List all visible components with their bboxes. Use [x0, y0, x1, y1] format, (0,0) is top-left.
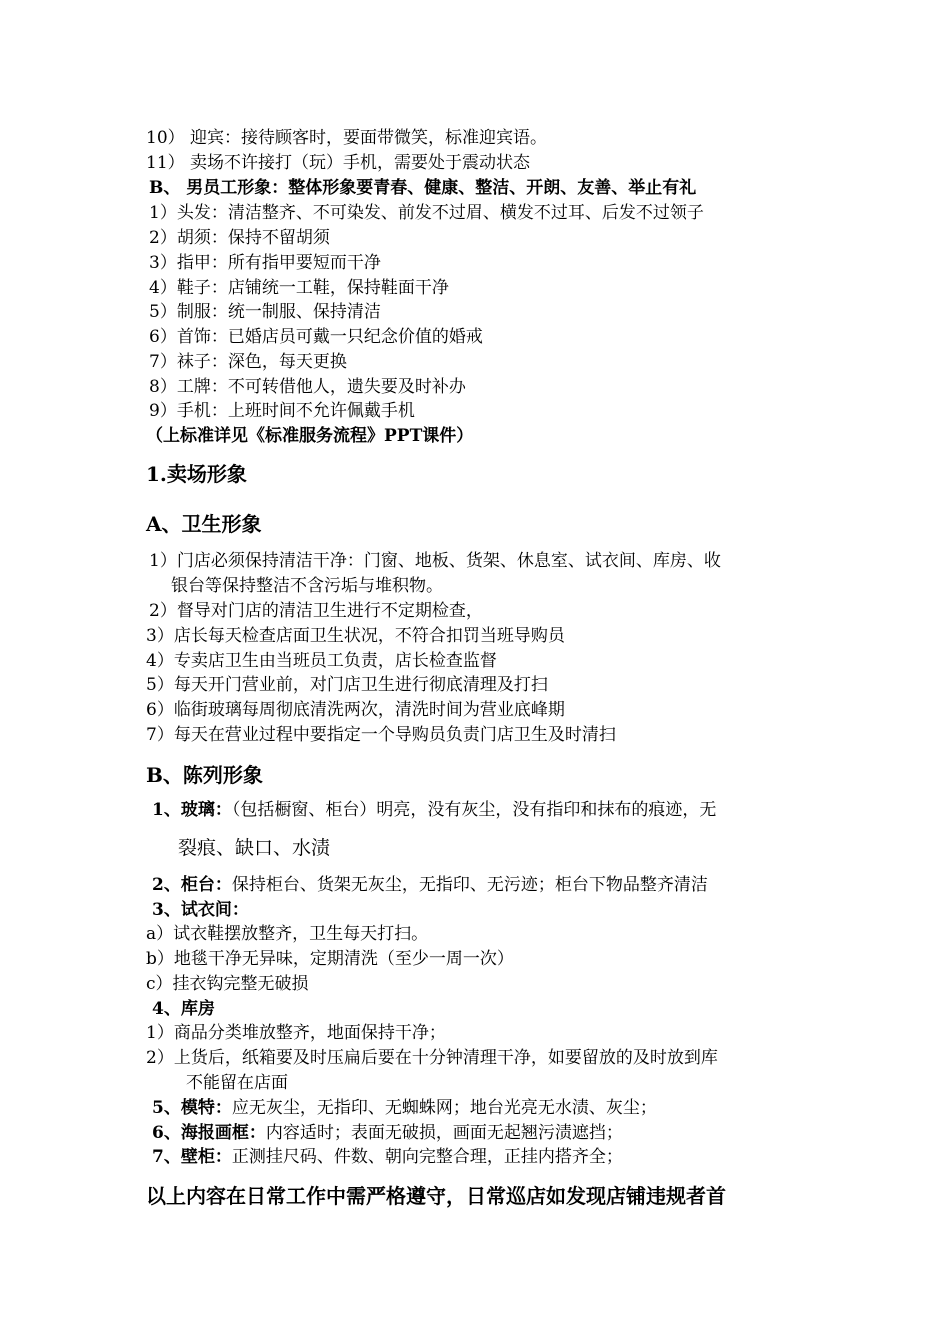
subsection-title: A、卫生形象	[146, 512, 262, 536]
section-title: 1.卖场形象	[146, 462, 247, 486]
subsection-title: B、陈列形象	[146, 763, 263, 787]
item-text: （包括橱窗、柜台）明亮，没有灰尘，没有指印和抹布的痕迹，无	[231, 800, 717, 820]
text-line: 11） 卖场不许接打（玩）手机，需要处于震动状态	[146, 153, 531, 173]
item-label: 1、玻璃：	[152, 800, 232, 820]
item-label: 6、海报画框：	[152, 1123, 266, 1143]
item-label: 5、模特：	[152, 1098, 232, 1118]
list-item: 4）鞋子：店铺统一工鞋，保持鞋面干净	[149, 278, 449, 298]
list-item: b）地毯干净无异味，定期清洗（至少一周一次）	[146, 949, 514, 969]
list-item	[152, 1146, 623, 1168]
item-label: 4、库房	[152, 999, 215, 1019]
list-item-continuation: 裂痕、缺口、水渍	[178, 837, 331, 859]
list-item: 8）工牌：不可转借他人，遗失要及时补办	[149, 377, 466, 397]
list-item: 2）胡须：保持不留胡须	[149, 228, 330, 248]
closing-statement: 以上内容在日常工作中需严格遵守，日常巡店如发现店铺违规者首	[146, 1184, 726, 1208]
note-text: （上标准详见《标准服务流程》PPT课件）	[146, 426, 474, 446]
text-line: 10） 迎宾：接待顾客时，要面带微笑，标准迎宾语。	[146, 128, 548, 148]
list-item: 7）每天在营业过程中要指定一个导购员负责门店卫生及时清扫	[146, 725, 616, 745]
list-item: a）试衣鞋摆放整齐，卫生每天打扫。	[146, 924, 429, 944]
list-item: 9）手机：上班时间不允许佩戴手机	[149, 401, 415, 421]
list-item: 6）临街玻璃每周彻底清洗两次，清洗时间为营业底峰期	[146, 700, 565, 720]
list-item: 3）指甲：所有指甲要短而干净	[149, 253, 381, 273]
list-item	[152, 1122, 623, 1144]
list-item	[152, 799, 716, 821]
list-item: 6）首饰：已婚店员可戴一只纪念价值的婚戒	[149, 327, 483, 347]
list-item: 2）上货后，纸箱要及时压扁后要在十分钟清理干净，如要留放的及时放到库	[146, 1048, 718, 1068]
list-item	[152, 874, 708, 896]
item-text: 内容适时；表面无破损，画面无起翘污渍遮挡；	[265, 1123, 623, 1143]
list-item: 1）头发：清洁整齐、不可染发、前发不过眉、横发不过耳、后发不过领子	[149, 203, 704, 223]
section-heading: B、 男员工形象：整体形象要青春、健康、整洁、开朗、友善、举止有礼	[149, 178, 697, 198]
list-item: 4）专卖店卫生由当班员工负责，店长检查监督	[146, 651, 497, 671]
item-text: 应无灰尘，无指印、无蜘蛛网；地台光亮无水渍、灰尘；	[231, 1098, 657, 1118]
list-item: 3）店长每天检查店面卫生状况，不符合扣罚当班导购员	[146, 626, 565, 646]
list-item: 5）每天开门营业前，对门店卫生进行彻底清理及打扫	[146, 675, 548, 695]
list-item	[152, 1097, 657, 1119]
list-item: 2）督导对门店的清洁卫生进行不定期检查，	[149, 601, 483, 621]
list-item: c）挂衣钩完整无破损	[146, 974, 309, 994]
item-label: 2、柜台：	[152, 875, 232, 895]
item-label: 3、试衣间：	[152, 900, 249, 920]
list-item: 7）袜子：深色，每天更换	[149, 352, 347, 372]
item-text: 保持柜台、货架无灰尘，无指印、无污迹；柜台下物品整齐清洁	[231, 875, 708, 895]
item-text: 正测挂尺码、件数、朝向完整合理，正挂内搭齐全；	[231, 1147, 623, 1167]
list-item: 5）制服：统一制服、保持清洁	[149, 302, 381, 322]
item-label: 7、壁柜：	[152, 1147, 232, 1167]
list-item: 1）门店必须保持清洁干净：门窗、地板、货架、休息室、试衣间、库房、收	[149, 551, 721, 571]
list-item-continuation: 不能留在店面	[186, 1073, 288, 1093]
list-item-continuation: 银台等保持整洁不含污垢与堆积物。	[171, 576, 443, 596]
list-item: 1）商品分类堆放整齐，地面保持干净；	[146, 1023, 446, 1043]
